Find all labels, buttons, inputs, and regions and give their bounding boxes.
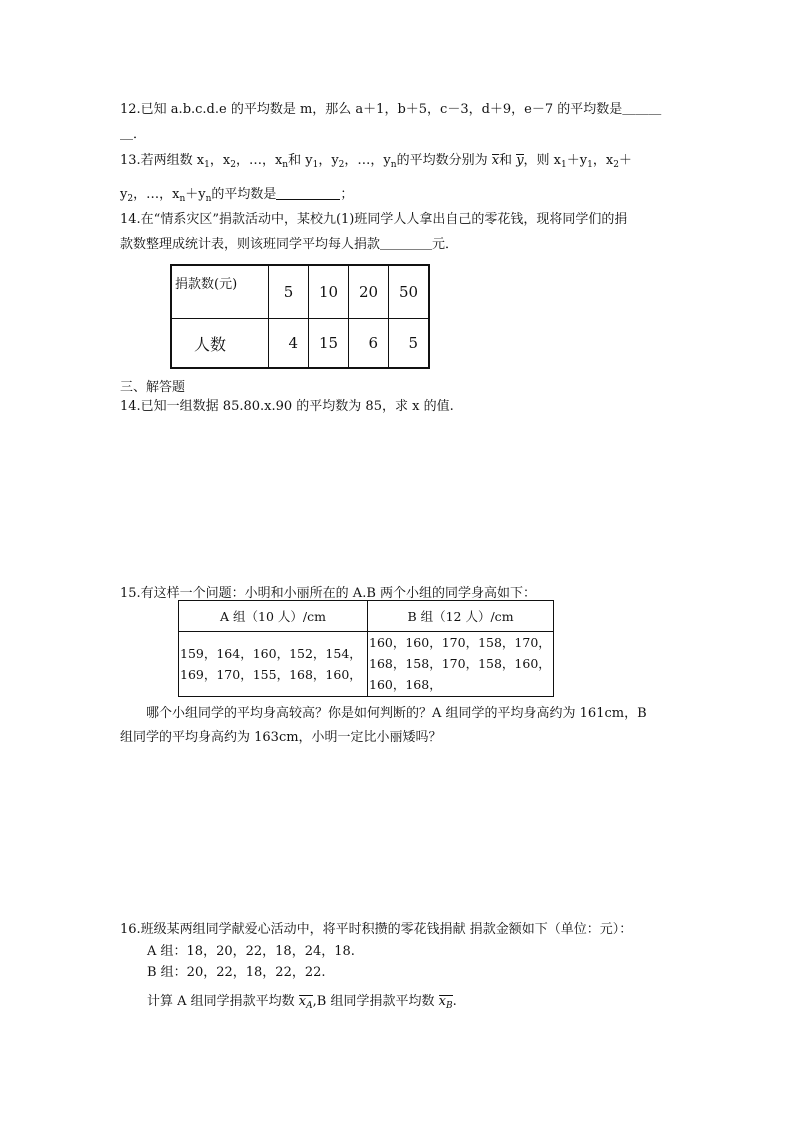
group-a-header: A 组（10 人）/cm xyxy=(179,601,368,632)
q15-question-line2: 组同学的平均身高约为 163cm，小明一定比小丽矮吗？ xyxy=(120,730,442,745)
group-a-cell xyxy=(179,632,368,697)
group-b-line: 160，168， xyxy=(369,677,442,692)
count-cell: 6 xyxy=(348,319,388,369)
group-a-line: 159，164，160，152，154， xyxy=(180,646,362,661)
q12-line2: ＿． xyxy=(120,127,147,142)
count-cell: 15 xyxy=(309,319,349,369)
people-header: 人数 xyxy=(171,319,269,369)
donation-table xyxy=(170,264,430,369)
q14-line1: 14.在“情系灾区”捐款活动中，某校九(1)班同学人人拿出自己的零花钱，现将同学们的捐 xyxy=(120,212,628,227)
y-bar-symbol: y xyxy=(516,153,524,168)
x-bar-symbol: x xyxy=(491,153,500,168)
group-b-line: 168，158，170，158，160， xyxy=(369,656,551,671)
count-cell: 5 xyxy=(388,319,429,369)
q14b-line: 14.已知一组数据 85.80.x.90 的平均数为 85，求 x 的值. xyxy=(120,399,454,414)
q12-line1: 12.已知 a.b.c.d.e 的平均数是 m，那么 a＋1，b＋5，c－3，d＋9，e－7 的平均数是＿＿＿ xyxy=(120,102,662,117)
q13-line2: $y_2$，…，$x_n+y_n$的平均数是 ； xyxy=(120,187,354,204)
section-title: 三、解答题 xyxy=(120,380,186,395)
x-a-bar-symbol: $x_A$ xyxy=(298,994,313,1011)
group-b-line: 160，160，170，158，170， xyxy=(369,635,551,650)
group-b-cell xyxy=(368,632,554,697)
amount-cell: 20 xyxy=(348,265,388,319)
amount-cell: 50 xyxy=(388,265,429,319)
count-cell: 4 xyxy=(269,319,309,369)
q14-line2: 款数整理成统计表，则该班同学平均每人捐款＿＿＿＿元． xyxy=(120,237,459,252)
answer-blank xyxy=(276,187,340,200)
q16-group-a: A 组：18，20，22，18，24，18. xyxy=(147,944,355,959)
q16-group-b: B 组：20，22，18，22，22. xyxy=(147,965,326,980)
q16-intro: 16.班级某两组同学献爱心活动中，将平时积攒的零花钱捐献 捐款金额如下（单位：元）： xyxy=(120,922,633,937)
amount-cell: 5 xyxy=(269,265,309,319)
q13-line1: 13.若两组数 $x_1$，$x_2$，…，$x_n$和 $y_1$，$y_2$，…，$y_n$的平均数分别为 x和 y，则 $x_1+y_1$，$x_2+$ xyxy=(120,153,632,170)
q15-intro: 15.有这样一个问题：小明和小丽所在的 A.B 两个小组的同学身高如下： xyxy=(120,586,537,601)
amount-cell: 10 xyxy=(309,265,349,319)
group-a-line: 169，170，155，168，160， xyxy=(180,667,362,682)
x-b-bar-symbol: $x_B$ xyxy=(438,994,453,1011)
group-b-header: B 组（12 人）/cm xyxy=(368,601,554,632)
q15-question-line1: 哪个小组同学的平均身高较高？你是如何判断的？A 组同学的平均身高约为 161cm，B xyxy=(146,706,647,721)
q16-calc: 计算 A 组同学捐款平均数 $x_A,B$ 组同学捐款平均数 $x_B$. xyxy=(147,994,457,1011)
height-table xyxy=(178,600,554,697)
donation-header: 捐款数(元) xyxy=(171,265,269,319)
